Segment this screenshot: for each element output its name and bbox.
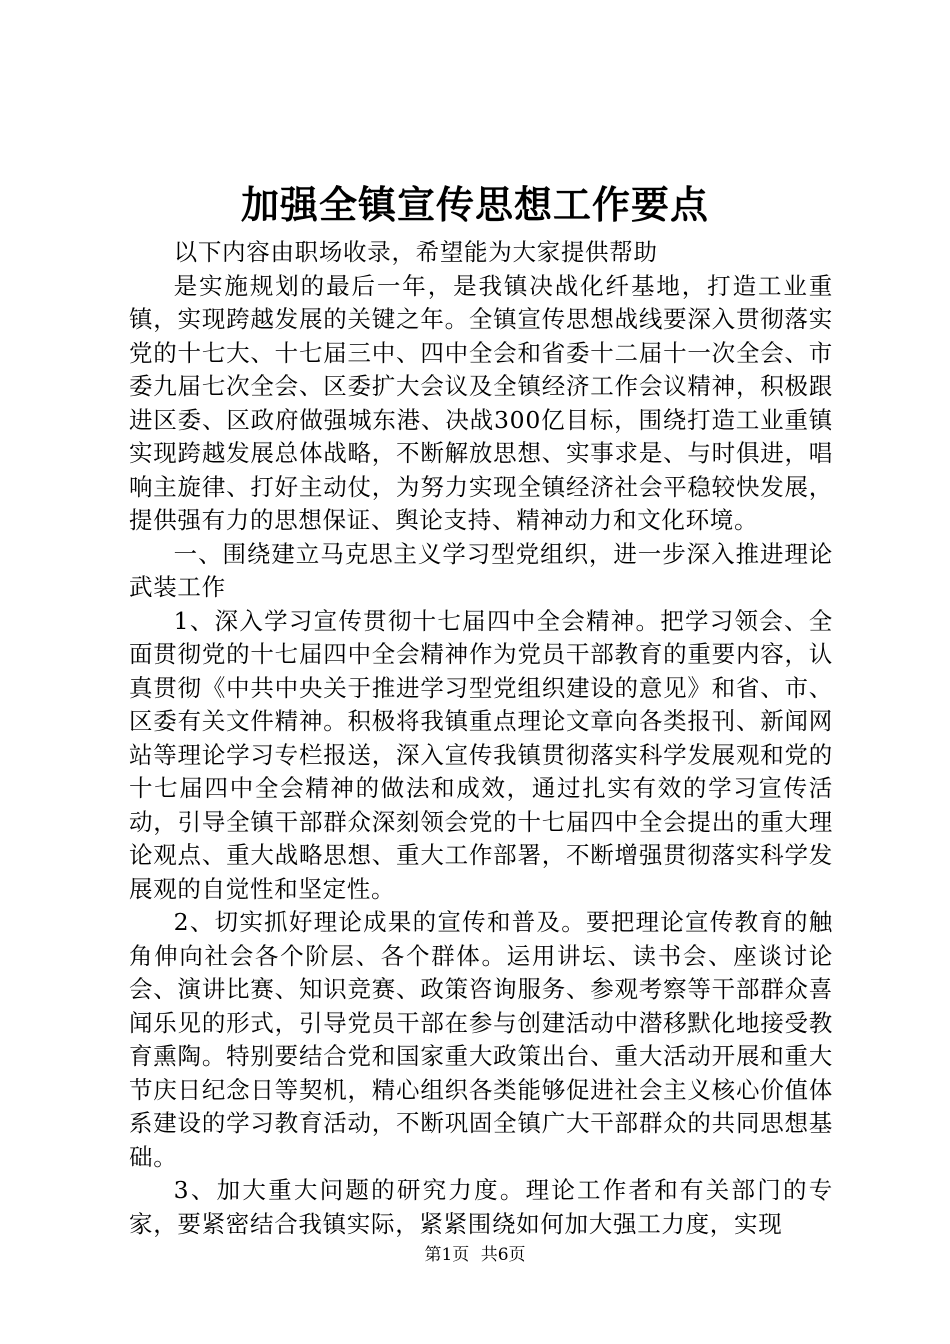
intro-note: 以下内容由职场收录，希望能为大家提供帮助 [173,238,658,266]
section-heading-1: 一、围绕建立马克思主义学习型党组织，进一步深入推进理论武装工作 [129,539,833,601]
document-body [129,236,833,1241]
page-footer: 第1页 共6页 [424,1245,526,1265]
paragraph-item-1: 1、深入学习宣传贯彻十七届四中全会精神。把学习领会、全面贯彻党的十七届四中全会精神作为党员干部教育的重要内容，认真贯彻《中共中央关于推进学习型党组织建设的意见》和省、市、区委有关文件精神。积极将我镇重点理论文章向各类报刊、新闻网站等理论学习专栏报送，深入宣传我镇贯彻落实科学发展观和党的十七届四中全会精神的做法和成效，通过扎实有效的学习宣传活动，引导全镇干部群众深刻领会党的十七届四中全会提出的重大理论观点、重大战略思想、重大工作部署，不断增强贯彻落实科学发展观的自觉性和坚定性。 [129,606,833,903]
paragraph-item-2: 2、切实抓好理论成果的宣传和普及。要把理论宣传教育的触角伸向社会各个阶层、各个群体。运用讲坛、读书会、座谈讨论会、演讲比赛、知识竞赛、政策咨询服务、参观考察等干部群众喜闻乐见的形式，引导党员干部在参与创建活动中潜移默化地接受教育熏陶。特别要结合党和国家重大政策出台、重大活动开展和重大节庆日纪念日等契机，精心组织各类能够促进社会主义核心价值体系建设的学习教育活动，不断巩固全镇广大干部群众的共同思想基础。 [129,908,833,1171]
paragraph-overview: 是实施规划的最后一年，是我镇决战化纤基地，打造工业重镇，实现跨越发展的关键之年。全镇宣传思想战线要深入贯彻落实党的十七大、十七届三中、四中全会和省委十二届十一次全会、市委九届七次全会、区委扩大会议及全镇经济工作会议精神，积极跟进区委、区政府做强城东港、决战300亿目标，围绕打造工业重镇实现跨越发展总体战略，不断解放思想、实事求是、与时俱进，唱响主旋律、打好主动仗，为努力实现全镇经济社会平稳较快发展，提供强有力的思想保证、舆论支持、精神动力和文化环境。 [129,271,833,534]
paragraph-item-3: 3、加大重大问题的研究力度。理论工作者和有关部门的专家，要紧密结合我镇实际，紧紧围绕如何加大强工力度，实现 [129,1176,833,1238]
document-title: 加强全镇宣传思想工作要点 [240,182,709,227]
